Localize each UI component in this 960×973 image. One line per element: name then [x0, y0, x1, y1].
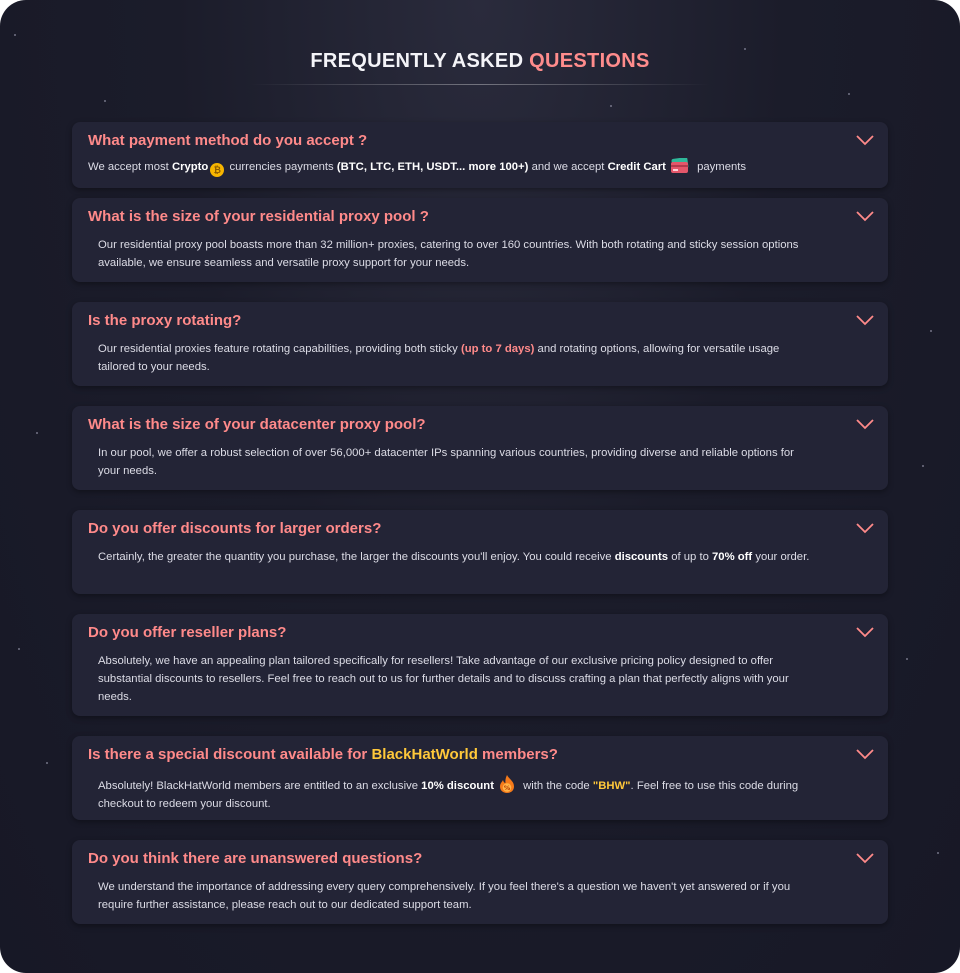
faq-answer: We understand the importance of addressing every query comprehensively. If you feel there's a question we haven't yet answered or if you require further assistance, please reach out to our dedicated support team. [98, 881, 791, 911]
faq-item-bhw-discount[interactable] [72, 736, 888, 820]
answer-text: and we accept [531, 161, 605, 173]
faq-item-payment[interactable] [72, 122, 888, 188]
answer-text: Absolutely! BlackHatWorld members are entitled to an exclusive [98, 780, 419, 792]
chevron-down-icon[interactable] [856, 748, 874, 760]
answer-text: with the code [523, 780, 590, 792]
faq-question: Do you think there are unanswered questions? [88, 850, 423, 867]
title-accent: QUESTIONS [529, 50, 650, 72]
star-decoration [610, 105, 612, 107]
faq-question: Do you offer discounts for larger orders? [88, 520, 382, 537]
star-decoration [930, 330, 932, 332]
faq-question: Is the proxy rotating? [88, 312, 242, 329]
answer-text: and rotating options, allowing for versatile usage tailored to your needs. [98, 343, 780, 373]
faq-answer: Absolutely, we have an appealing plan tailored specifically for resellers! Take advantage of our exclusive pricing policy designed to offer substantial discounts to resellers. Feel free to reach out to us for further details and to discuss crafting a plan that perfectly aligns with your needs. [98, 655, 789, 703]
question-brand: BlackHatWorld [371, 746, 478, 763]
question-text: Is there a special discount available for [88, 746, 368, 763]
chevron-down-icon[interactable] [856, 418, 874, 430]
answer-bold: (BTC, LTC, ETH, USDT... more 100+) [336, 161, 529, 173]
faq-answer [98, 774, 818, 813]
faq-item-residential-pool[interactable] [72, 198, 888, 282]
discount-code: "BHW" [592, 780, 631, 792]
faq-answer [88, 158, 868, 177]
star-decoration [36, 432, 38, 434]
answer-bold: 10% discount [421, 780, 494, 792]
chevron-down-icon[interactable] [856, 314, 874, 326]
faq-answer: Our residential proxy pool boasts more than 32 million+ proxies, catering to over 160 countries. With both rotating and sticky session options available, we ensure seamless and versatile proxy support for your needs. [98, 239, 799, 269]
fire-discount-icon [498, 774, 516, 794]
faq-question [88, 746, 558, 763]
star-decoration [46, 762, 48, 764]
star-decoration [18, 648, 20, 650]
faq-question: Do you offer reseller plans? [88, 624, 287, 641]
title-main: FREQUENTLY ASKED [310, 50, 524, 72]
faq-item-reseller[interactable] [72, 614, 888, 716]
answer-text: your order. [755, 551, 810, 563]
question-text: members? [482, 746, 558, 763]
answer-bold: Crypto [171, 161, 209, 173]
faq-question: What payment method do you accept ? [88, 132, 368, 149]
answer-text: Certainly, the greater the quantity you purchase, the larger the discounts you'll enjoy. You could receive [98, 551, 612, 563]
chevron-down-icon[interactable] [856, 210, 874, 222]
faq-question: What is the size of your datacenter proxy pool? [88, 416, 426, 433]
title-divider [250, 84, 710, 85]
chevron-down-icon[interactable] [856, 522, 874, 534]
star-decoration [104, 100, 106, 102]
answer-text: . Feel free to use this code during checkout to redeem your discount. [98, 780, 799, 810]
chevron-down-icon[interactable] [856, 134, 874, 146]
svg-text:%: % [503, 784, 511, 792]
faq-answer: In our pool, we offer a robust selection of over 56,000+ datacenter IPs spanning various countries, providing diverse and reliable options for your needs. [98, 447, 794, 477]
faq-item-unanswered[interactable] [72, 840, 888, 924]
chevron-down-icon[interactable] [856, 626, 874, 638]
page-title [0, 50, 960, 73]
answer-bold: Credit Cart [607, 161, 666, 173]
faq-answer [98, 340, 818, 376]
answer-bold: 70% off [712, 551, 753, 563]
star-decoration [848, 93, 850, 95]
faq-item-datacenter-pool[interactable] [72, 406, 888, 490]
answer-text: Our residential proxies feature rotating capabilities, providing both sticky [98, 343, 458, 355]
star-decoration [922, 465, 924, 467]
faq-question: What is the size of your residential proxy pool ? [88, 208, 429, 225]
answer-text: We accept most [88, 161, 169, 173]
answer-text: payments [697, 161, 747, 173]
answer-text: of up to [671, 551, 709, 563]
answer-highlight: (up to 7 days) [460, 343, 535, 355]
bitcoin-icon: ₿ [210, 163, 224, 177]
chevron-down-icon[interactable] [856, 852, 874, 864]
answer-text: currencies payments [229, 161, 334, 173]
faq-item-rotating[interactable] [72, 302, 888, 386]
faq-item-discounts[interactable] [72, 510, 888, 594]
credit-card-icon [670, 158, 690, 174]
star-decoration [14, 34, 16, 36]
answer-bold: discounts [614, 551, 669, 563]
star-decoration [937, 852, 939, 854]
star-decoration [906, 658, 908, 660]
faq-answer [98, 548, 818, 566]
